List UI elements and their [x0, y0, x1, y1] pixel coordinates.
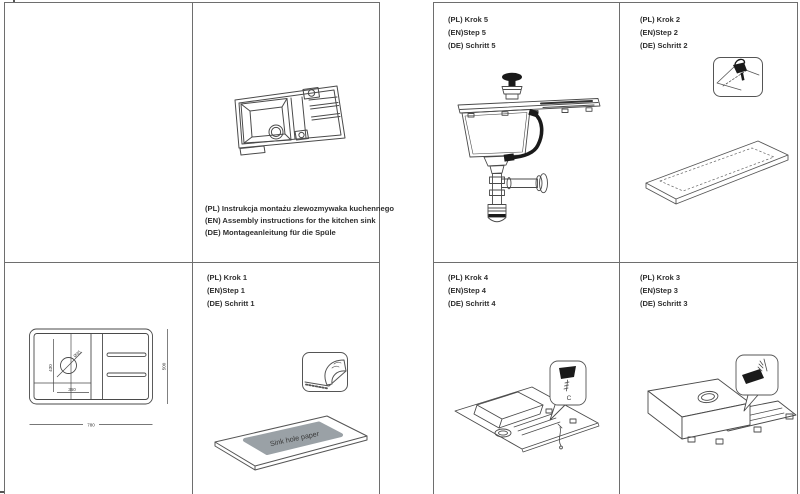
step-2-de: (DE) Schritt 2: [640, 41, 688, 50]
step-3-pl: (PL) Krok 3: [640, 273, 681, 282]
sink-drain-assembly-drawing: [446, 61, 611, 236]
cover-title: [205, 203, 394, 239]
step-5-de: (DE) Schritt 5: [448, 41, 496, 50]
dim-bowl-depth: 430: [48, 364, 53, 372]
dim-overall-depth: 500: [161, 362, 167, 371]
step-3-de: (DE) Schritt 3: [640, 299, 688, 308]
step-4-label: [448, 271, 496, 310]
step-4-en: (EN)Step 4: [448, 286, 486, 295]
panel-step-2: [619, 2, 798, 263]
cover-title-pl: (PL) Instrukcja montażu zlewozmywaka kuchennego: [205, 204, 395, 213]
sink-underside-clamp-drawing-2: [636, 351, 798, 469]
step-4-de: (DE) Schritt 4: [448, 299, 496, 308]
panel-step-4: [433, 262, 620, 494]
step-5-en: (EN)Step 5: [448, 28, 486, 37]
step-1-pl: (PL) Krok 1: [207, 273, 248, 282]
panel-step-1: [192, 262, 380, 494]
clamp-callout-letter: C: [566, 395, 572, 402]
panel-step-5: [433, 2, 620, 263]
panel-cutout-dimensions: [4, 262, 193, 494]
sink-underside-clamp-drawing: [448, 347, 610, 469]
step-5-pl: (PL) Krok 5: [448, 15, 489, 24]
panel-step-3: [619, 262, 798, 494]
worktop-cutout-drawing: [638, 131, 796, 223]
sink-hole-paper-drawing: [209, 411, 375, 481]
step-5-label: [448, 13, 496, 52]
step-2-en: (EN)Step 2: [640, 28, 678, 37]
step-1-label: [207, 271, 255, 310]
step-2-label: [640, 13, 688, 52]
step-1-de: (DE) Schritt 1: [207, 299, 255, 308]
step-3-label: [640, 271, 688, 310]
step-4-pl: (PL) Krok 4: [448, 273, 489, 282]
step-3-en: (EN)Step 3: [640, 286, 678, 295]
dim-tap-hole: Ø35: [72, 349, 82, 359]
panel-blank: [4, 2, 193, 263]
kitchen-sink-isometric-drawing: [223, 76, 357, 171]
step-2-pl: (PL) Krok 2: [640, 15, 681, 24]
sink-hole-paper-label: Sink hole paper: [269, 428, 320, 449]
panel-cover: [192, 2, 395, 263]
peel-film-icon: [301, 351, 349, 393]
step-1-en: (EN)Step 1: [207, 286, 245, 295]
jigsaw-cut-icon: [712, 56, 764, 98]
dim-bowl-width: 360: [68, 387, 76, 392]
cover-title-de: (DE) Montageanleitung für die Spüle: [205, 228, 336, 237]
dim-overall-width: 780: [87, 422, 95, 428]
cutout-template-drawing: [5, 263, 192, 494]
cover-title-en: (EN) Assembly instructions for the kitchen sink: [205, 216, 376, 225]
